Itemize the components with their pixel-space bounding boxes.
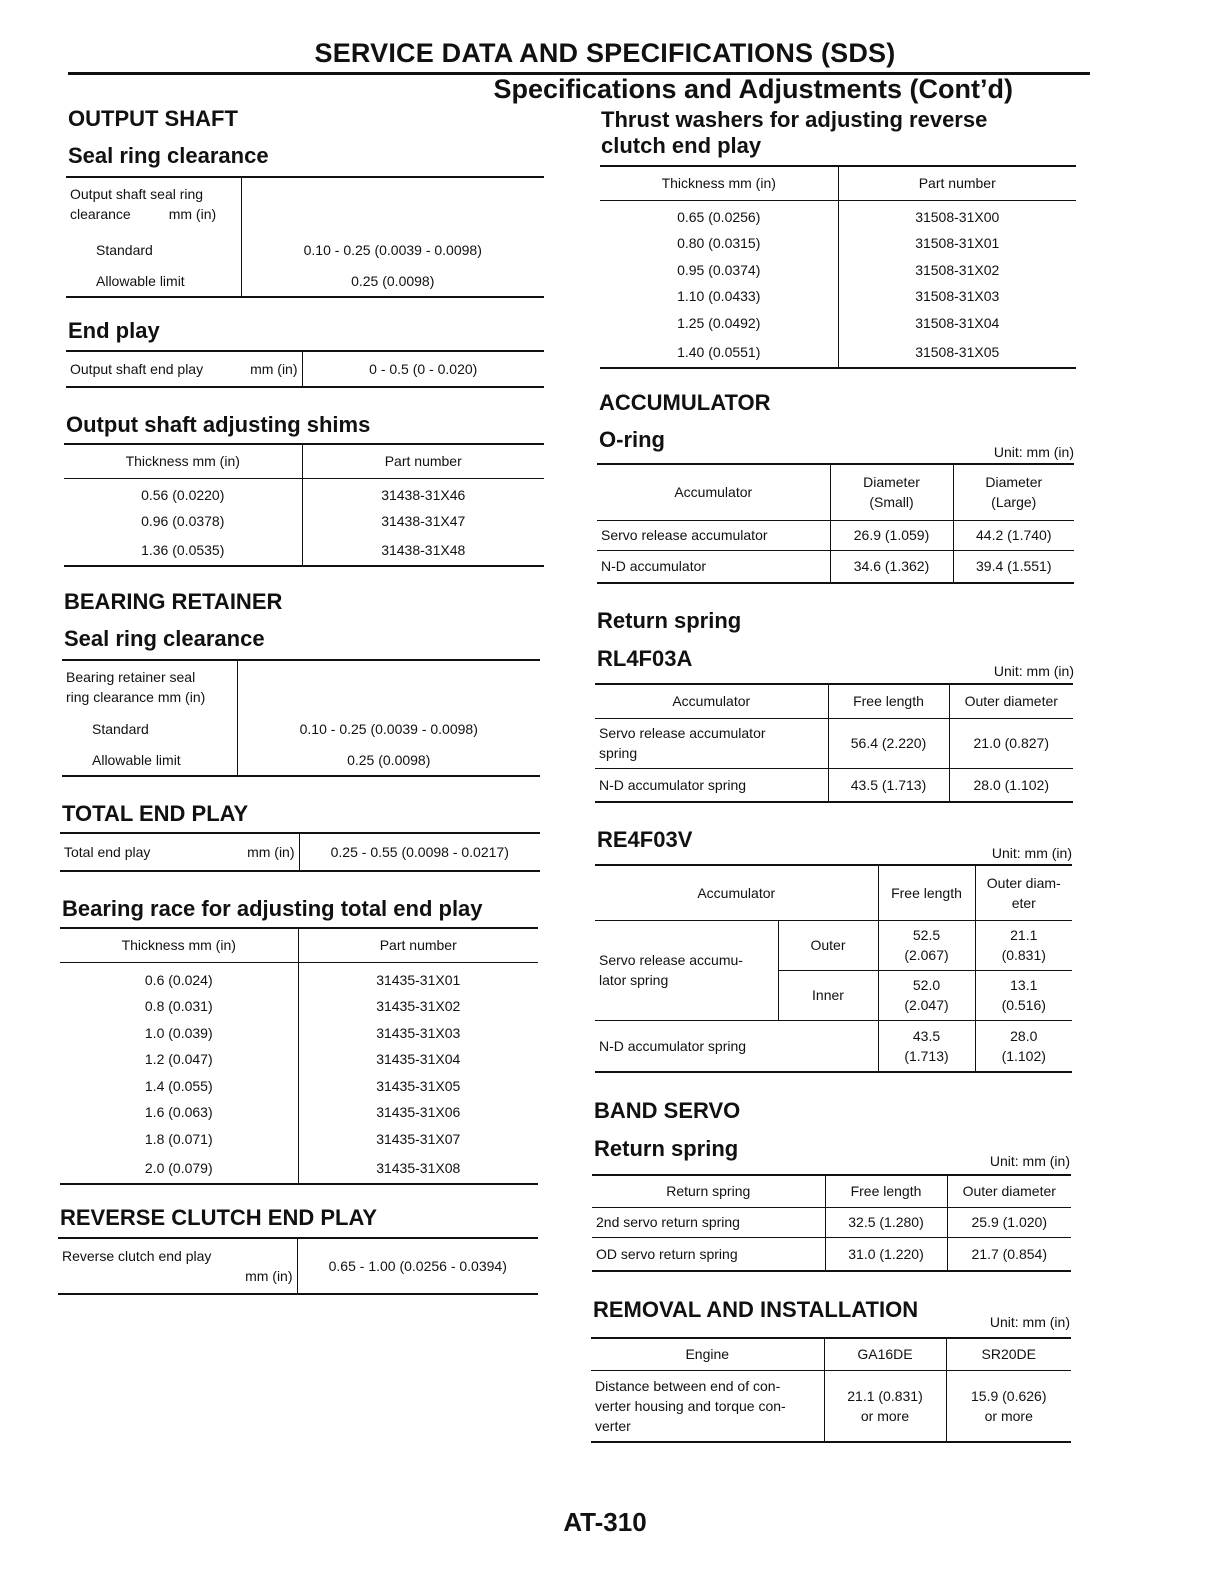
standard-label: Standard: [62, 714, 237, 744]
rl4f03a-table: [595, 683, 1073, 803]
shims-table: [64, 443, 544, 567]
re4f03v-heading: RE4F03V: [597, 827, 693, 852]
table-row: 1.10 (0.0433) 31508-31X03: [600, 283, 1076, 309]
oring-heading: O-ring: [599, 427, 665, 452]
shims-col-thickness: Thickness mm (in): [64, 444, 302, 478]
table-row: Distance between end of con- verter housing and torque con- verter 21.1 (0.831) or more 15.9 (0.626) or more: [591, 1370, 1071, 1442]
removal-table: [591, 1337, 1071, 1443]
oring-unit: Unit: mm (in): [993, 444, 1074, 460]
washers-col-part: Part number: [838, 166, 1076, 200]
table-row: N-D accumulator spring 43.5 (1.713) 28.0 (1.102): [595, 1020, 1072, 1072]
table-row: 0.56 (0.0220) 31438-31X46: [64, 478, 544, 508]
table-row: 0.6 (0.024) 31435-31X01: [60, 962, 538, 993]
end-play-value: 0 - 0.5 (0 - 0.020): [369, 361, 478, 377]
reverse-clutch-heading: REVERSE CLUTCH END PLAY: [60, 1205, 378, 1230]
output-shaft-end-play-table: [66, 350, 544, 388]
removal-col-engine: Engine: [591, 1338, 824, 1370]
re-col-free-length: Free length: [878, 865, 975, 920]
race-col-part: Part number: [298, 928, 538, 962]
re-col-outer-diameter: Outer diam- eter: [975, 865, 1072, 920]
table-row: 1.4 (0.055) 31435-31X05: [60, 1072, 538, 1099]
rl-col-outer-diameter: Outer diameter: [949, 684, 1073, 718]
table-row: 1.25 (0.0492) 31508-31X04: [600, 309, 1076, 336]
table-row: N-D accumulator 34.6 (1.362) 39.4 (1.551): [597, 550, 1074, 583]
total-end-play-heading: TOTAL END PLAY: [62, 801, 249, 826]
standard-label: Standard: [66, 235, 241, 265]
re-col-accumulator: Accumulator: [595, 865, 878, 920]
oring-table: [597, 463, 1074, 584]
table-row: 0.8 (0.031) 31435-31X02: [60, 993, 538, 1019]
output-shaft-heading: OUTPUT SHAFT: [68, 106, 238, 131]
end-play-heading: End play: [68, 318, 160, 343]
reverse-clutch-table: [58, 1237, 538, 1295]
re4f03v-unit: Unit: mm (in): [991, 845, 1072, 861]
bearing-race-table: [60, 927, 538, 1185]
thrust-washers-table: [600, 165, 1076, 369]
oring-col-large: Diameter (Large): [953, 464, 1074, 520]
page-title: SERVICE DATA AND SPECIFICATIONS (SDS): [314, 38, 896, 68]
removal-col-sr20de: SR20DE: [946, 1338, 1071, 1370]
limit-label: Allowable limit: [62, 744, 237, 776]
table-row: 1.2 (0.047) 31435-31X04: [60, 1046, 538, 1072]
table-row: 0.80 (0.0315) 31508-31X01: [600, 230, 1076, 256]
reverse-clutch-label: Reverse clutch end play mm (in): [58, 1238, 297, 1294]
band-servo-return-spring-heading: Return spring: [594, 1136, 739, 1161]
table-row: N-D accumulator spring 43.5 (1.713) 28.0 (1.102): [595, 768, 1073, 802]
washers-col-thickness: Thickness mm (in): [600, 166, 838, 200]
total-end-play-table: [60, 832, 540, 872]
table-row: 0.95 (0.0374) 31508-31X02: [600, 256, 1076, 283]
removal-col-ga16de: GA16DE: [824, 1338, 946, 1370]
table-row: 2.0 (0.079) 31435-31X08: [60, 1152, 538, 1184]
table-row: OD servo return spring 31.0 (1.220) 21.7 (0.854): [592, 1237, 1071, 1271]
thrust-washers-heading-1: Thrust washers for adjusting reverse: [601, 107, 988, 132]
seal-ring-label: Output shaft seal ring clearance mm (in): [66, 177, 241, 235]
table-row: Inner 52.0 (2.047) 13.1 (0.516): [595, 970, 1072, 1020]
limit-value: 0.25 (0.0098): [351, 272, 435, 289]
return-spring-heading: Return spring: [597, 608, 742, 633]
table-row: 1.8 (0.071) 31435-31X07: [60, 1125, 538, 1152]
band-servo-heading: BAND SERVO: [594, 1098, 741, 1123]
rl-col-free-length: Free length: [828, 684, 949, 718]
bearing-retainer-label: Bearing retainer seal ring clearance mm (in): [62, 660, 237, 714]
table-row: Servo release accumu- lator spring Outer 52.5 (2.067) 21.1 (0.831): [595, 920, 1072, 970]
rl4f03a-unit: Unit: mm (in): [993, 663, 1074, 679]
re-servo-label: Servo release accumu- lator spring: [595, 920, 778, 1020]
table-row: 1.36 (0.0535) 31438-31X48: [64, 534, 544, 566]
bearing-retainer-heading: BEARING RETAINER: [64, 589, 283, 614]
removal-heading: REMOVAL AND INSTALLATION: [593, 1297, 919, 1322]
bearing-retainer-table: [62, 659, 540, 777]
accumulator-heading: ACCUMULATOR: [599, 390, 771, 415]
band-col-return-spring: Return spring: [592, 1175, 825, 1207]
standard-value: 0.10 - 0.25 (0.0039 - 0.0098): [303, 242, 482, 258]
shims-heading: Output shaft adjusting shims: [66, 412, 371, 437]
total-end-play-label: Total end play mm (in): [60, 833, 299, 871]
table-row: Servo release accumulator spring 56.4 (2.220) 21.0 (0.827): [595, 718, 1073, 768]
band-col-outer-diameter: Outer diameter: [947, 1175, 1071, 1207]
removal-unit: Unit: mm (in): [989, 1314, 1070, 1330]
reverse-clutch-value: 0.65 - 1.00 (0.0256 - 0.0394): [328, 1258, 507, 1274]
table-row: 2nd servo return spring 32.5 (1.280) 25.9 (1.020): [592, 1207, 1071, 1237]
end-play-label: Output shaft end play mm (in): [66, 351, 302, 387]
output-shaft-seal-ring-table: [66, 176, 544, 298]
table-row: 0.96 (0.0378) 31438-31X47: [64, 508, 544, 534]
band-servo-table: [592, 1174, 1071, 1272]
total-end-play-value: 0.25 - 0.55 (0.0098 - 0.0217): [330, 844, 509, 860]
race-col-thickness: Thickness mm (in): [60, 928, 298, 962]
table-row: 1.0 (0.039) 31435-31X03: [60, 1019, 538, 1046]
table-row: 1.40 (0.0551) 31508-31X05: [600, 336, 1076, 368]
re4f03v-table: [595, 864, 1072, 1073]
oring-col-small: Diameter (Small): [830, 464, 953, 520]
table-row: 1.6 (0.063) 31435-31X06: [60, 1099, 538, 1125]
seal-ring-clearance-heading: Seal ring clearance: [68, 143, 269, 168]
limit-value: 0.25 (0.0098): [347, 751, 431, 768]
limit-label: Allowable limit: [66, 265, 241, 297]
table-row: Servo release accumulator 26.9 (1.059) 44.2 (1.740): [597, 520, 1074, 550]
page-number: AT-310: [563, 1507, 647, 1537]
band-servo-unit: Unit: mm (in): [989, 1153, 1070, 1169]
rl-col-accumulator: Accumulator: [595, 684, 828, 718]
band-col-free-length: Free length: [825, 1175, 947, 1207]
thrust-washers-heading-2: clutch end play: [601, 133, 762, 158]
table-row: 0.65 (0.0256) 31508-31X00: [600, 200, 1076, 230]
standard-value: 0.10 - 0.25 (0.0039 - 0.0098): [299, 721, 478, 737]
page-subtitle: Specifications and Adjustments (Cont’d): [493, 74, 1013, 104]
rl4f03a-heading: RL4F03A: [597, 646, 693, 671]
shims-col-part: Part number: [302, 444, 544, 478]
oring-col-accumulator: Accumulator: [597, 464, 830, 520]
bearing-retainer-seal-heading: Seal ring clearance: [64, 626, 265, 651]
bearing-race-heading: Bearing race for adjusting total end play: [62, 896, 483, 921]
